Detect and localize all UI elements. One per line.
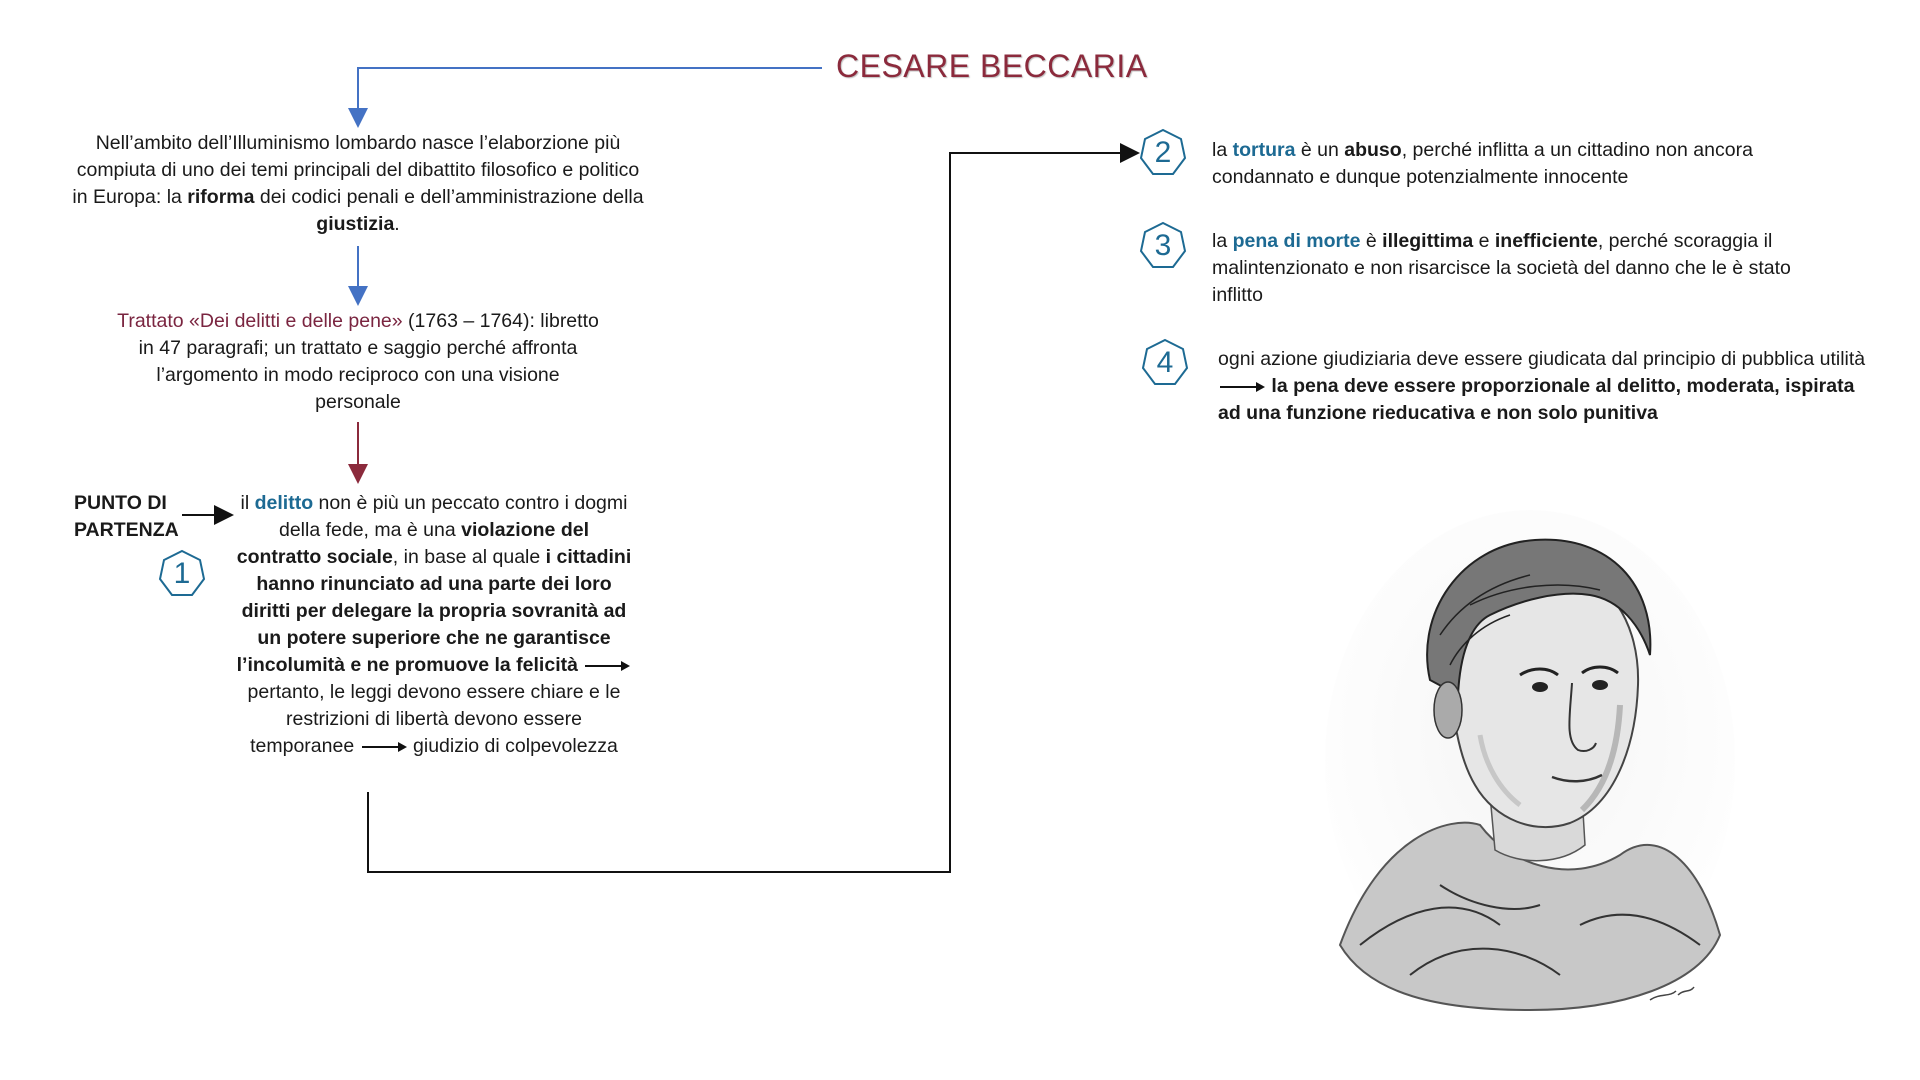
point-4-text: ogni azione giudiziaria deve essere giudicata dal principio di pubblica utilità la pena deve essere proporzionale al delitto, moderata, ispirata ad una funzione rieducativa e non solo punitiva (1218, 348, 1866, 424)
trattato-title: Trattato «Dei delitti e delle pene» (117, 310, 403, 332)
riforma-keyword: riforma (187, 186, 255, 208)
page-title: CESARE BECCARIA (836, 48, 1148, 84)
trattato-text: Trattato «Dei delitti e delle pene» (1763 – 1764): libretto in 47 paragrafi; un trattato e saggio perché affronta l’argomento in modo reciproco con una visione personale (117, 310, 599, 413)
arrow-right-icon (1218, 381, 1266, 393)
arrow-right-icon (360, 741, 408, 753)
delitto-keyword: delitto (254, 492, 314, 514)
beccaria-portrait (1320, 505, 1740, 1015)
point-2-badge: 2 (1138, 128, 1188, 178)
giustizia-keyword: giustizia (316, 213, 395, 235)
point-1-badge: 1 (157, 549, 207, 599)
intro-text: Nell’ambito dell’Illuminismo lombardo nasce l’elaborzione più compiuta di uno dei temi principali del dibattito filosofico e politico in Europa: la riforma dei codici penali e dell’amministrazione della giustizia. (72, 132, 644, 235)
arrow-right-icon (583, 660, 631, 672)
title-connector-arrow (358, 68, 822, 118)
point-3-badge: 3 (1138, 221, 1188, 271)
point-4-badge: 4 (1140, 338, 1190, 388)
point-3-text: la pena di morte è illegittima e inefficiente, perché scoraggia il malintenzionato e non risarcisce la società del danno che le è stato inflitto (1212, 230, 1791, 306)
delitto-text: il delitto non è più un peccato contro i dogmi della fede, ma è una violazione del contratto sociale, in base al quale i cittadini hanno rinunciato ad una parte dei loro diritti per delegare la propria sovranità ad un potere superiore che ne garantisce l’incolumità e ne promuove la felicità pertanto, le leggi devono essere chiare e le restrizioni di libertà devono essere temporanee giudizio di colpevolezza (236, 492, 632, 757)
point-2-text: la tortura è un abuso, perché inflitta a un cittadino non ancora condannato e dunque potenzialmente innocente (1212, 139, 1753, 188)
punto-di-partenza-label: PUNTO DI PARTENZA (74, 492, 179, 541)
